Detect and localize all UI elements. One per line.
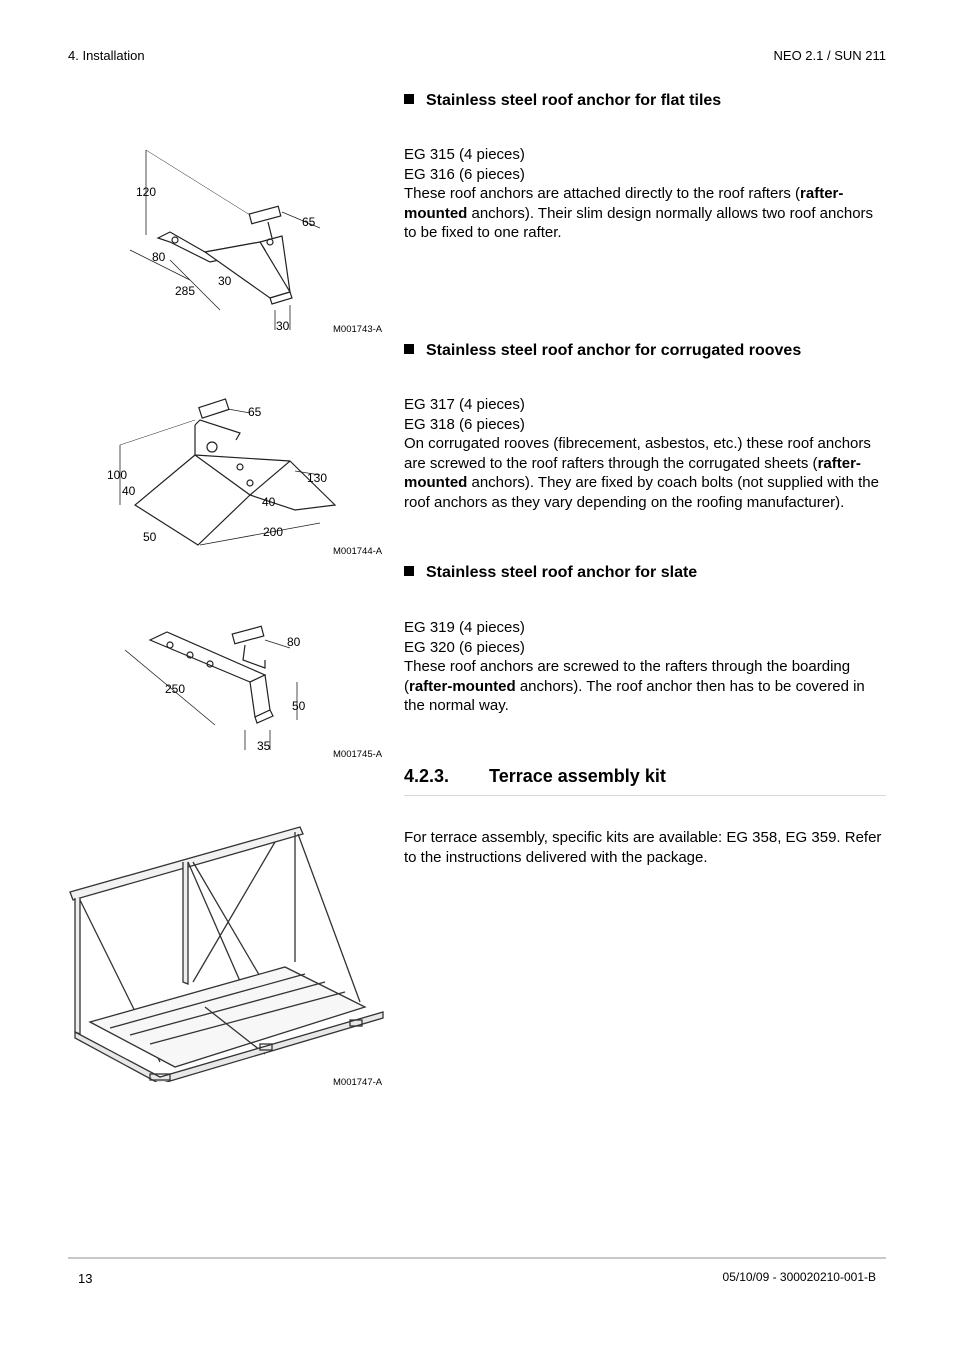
subsection-title: Terrace assembly kit <box>489 766 666 786</box>
footer-divider <box>68 1257 886 1259</box>
figure-code: M001744-A <box>333 546 383 557</box>
flat-tile-anchor-drawing <box>110 140 390 340</box>
product-code: EG 315 (4 pieces) <box>404 146 525 163</box>
product-code: EG 319 (4 pieces) <box>404 619 525 636</box>
section-body-corrugated <box>404 395 888 512</box>
dimension-label: 285 <box>175 284 196 298</box>
figure-code: M001747-A <box>333 1077 383 1088</box>
subsection-number: 4.2.3. <box>404 766 450 786</box>
dimension-label: 80 <box>152 250 166 264</box>
section-title-flat-tiles: Stainless steel roof anchor for flat tiles <box>404 92 721 110</box>
dimension-label: 50 <box>143 530 157 544</box>
product-code: EG 317 (4 pieces) <box>404 396 525 413</box>
section-title-slate: Stainless steel roof anchor for slate <box>404 564 697 582</box>
product-code: EG 316 (6 pieces) <box>404 165 525 183</box>
dimension-label: 40 <box>122 484 136 498</box>
figure-code: M001743-A <box>333 324 383 335</box>
product-code: EG 318 (6 pieces) <box>404 415 525 433</box>
description: These roof anchors are screwed to the rafters through the boarding (rafter-mounted anchors). The roof anchor then has to be covered in the normal way. <box>404 658 865 714</box>
subsection-body: For terrace assembly, specific kits are available: EG 358, EG 359. Refer to the instructions delivered with the package. <box>404 829 882 866</box>
product-code: EG 320 (6 pieces) <box>404 638 525 656</box>
dimension-label: 130 <box>307 471 328 485</box>
dimension-label: 50 <box>292 699 306 713</box>
dimension-label: 100 <box>107 468 128 482</box>
section-body-slate <box>404 618 888 716</box>
slate-anchor-drawing <box>115 620 315 760</box>
page-number: 13 <box>78 1271 93 1286</box>
heading-divider <box>404 795 886 796</box>
dimension-label: 80 <box>287 635 301 649</box>
subsection-heading <box>404 766 666 787</box>
square-bullet-icon <box>404 566 414 576</box>
dimension-label: 65 <box>248 405 262 419</box>
dimension-label: 120 <box>136 185 157 199</box>
dimension-label: 200 <box>263 525 284 539</box>
square-bullet-icon <box>404 94 414 104</box>
terrace-kit-drawing <box>65 822 390 1082</box>
description: These roof anchors are attached directly to the roof rafters (rafter-mounted anchors). Their slim design normally allows two roof anchors to be fixed to one rafter. <box>404 185 874 241</box>
dimension-label: 250 <box>165 682 186 696</box>
dimension-label: 35 <box>257 739 271 753</box>
dimension-label: 40 <box>262 495 276 509</box>
figure-code: M001745-A <box>333 749 383 760</box>
section-body-flat-tiles <box>404 145 888 243</box>
section-title-corrugated: Stainless steel roof anchor for corrugated rooves <box>404 342 801 360</box>
header-chapter: 4. Installation <box>68 48 145 63</box>
header-product: NEO 2.1 / SUN 211 <box>773 48 886 63</box>
dimension-label: 30 <box>218 274 232 288</box>
dimension-label: 65 <box>302 215 316 229</box>
square-bullet-icon <box>404 344 414 354</box>
dimension-label: 30 <box>276 319 290 333</box>
description: On corrugated rooves (fibrecement, asbestos, etc.) these roof anchors are screwed to the roof rafters through the corrugated sheets (rafter-mounted anchors). They are fixed by coach bolts (not supplied with the roof anchors as they vary depending on the roofing manufacturer). <box>404 435 879 511</box>
document-reference: 05/10/09 - 300020210-001-B <box>722 1270 876 1284</box>
